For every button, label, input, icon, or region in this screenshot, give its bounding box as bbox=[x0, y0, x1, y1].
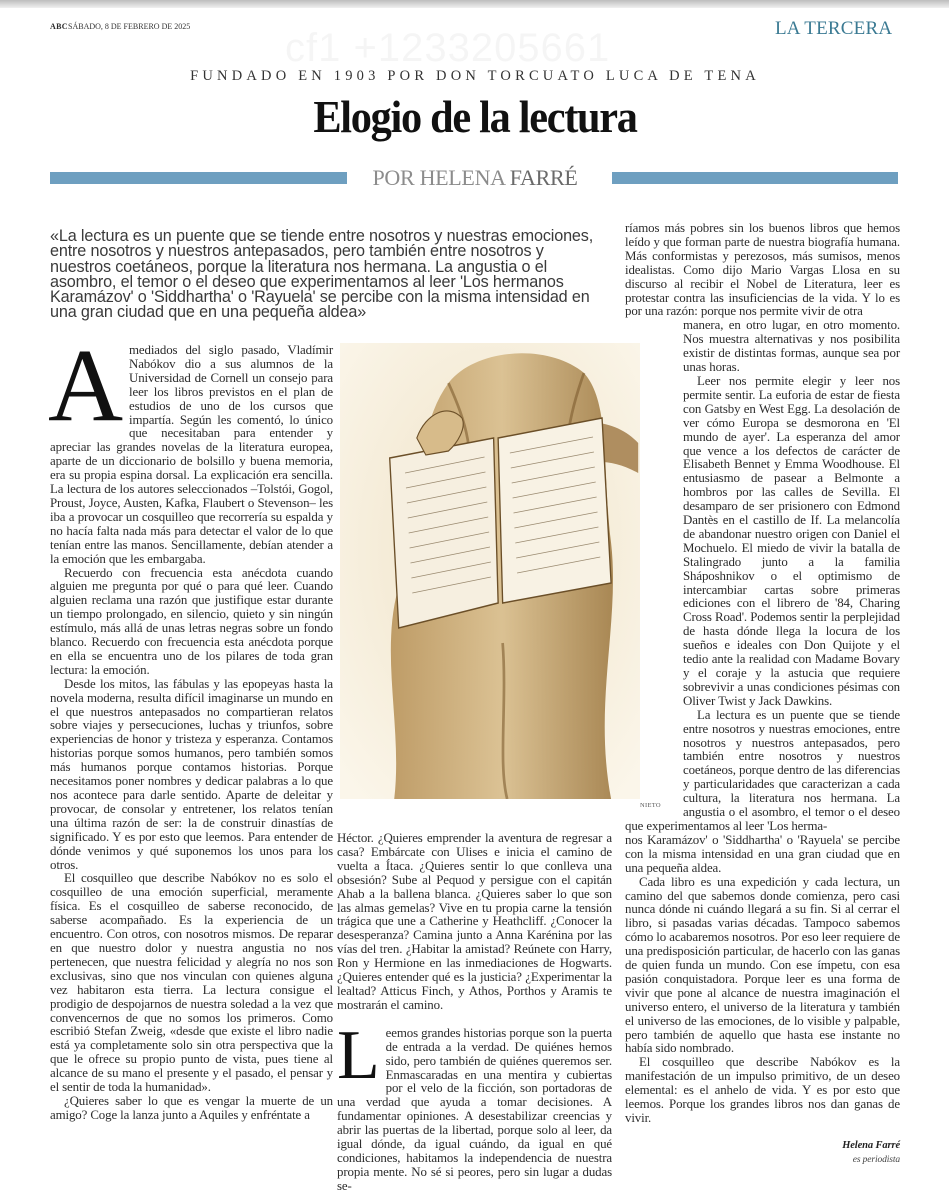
byline bbox=[350, 165, 600, 191]
founded-tagline: FUNDADO EN 1903 POR DON TORCUATO LUCA DE TENA bbox=[190, 68, 760, 84]
masthead: ABC bbox=[50, 22, 68, 31]
paragraph: La lectura es un puente que se tiende entre nosotros y nuestras emociones, entre nosotros y nuestros antepasados, pero también entre nosotros y nuestros coetáneos, porque dentro de las diferencias y particularidades que caracterizan a cada cultura, la literatura nos hermana. La angustia o el asombro, el temor o el deseo que experimentamos al leer 'Los herma- bbox=[625, 707, 900, 833]
author-signature bbox=[625, 1140, 900, 1166]
drop-cap: L bbox=[337, 1016, 380, 1094]
paragraph-text: mediados del siglo pasado, Vladímir Nabókov dio a sus alumnos de la Universidad de Cornell un consejo para leer los libros previstos en el plan de estudios de uno de los cursos que impartía. Según les comentó, lo único que necesitaban para entender y apreciar las grandes novelas de la literatura europea, aparte de un diccionario de bolsillo y buena memoria, era su propia espina dorsal. La explicación era sencilla. La lectura de los autores seleccionados –Tolstói, Gogol, Proust, Joyce, Austen, Kafka, Flaubert o Stevenson– les iba a provocar un cosquilleo que recorrería su espalda y no hacía falta nada más para detectar el valor de lo que tenían entre las manos. Sencillamente, debían atender a la emoción que les embargaba. bbox=[50, 343, 333, 566]
paragraph: ¿Quieres saber lo que es vengar la muerte de un amigo? Coge la lanza junto a Aquiles y enfréntate a bbox=[50, 1093, 333, 1122]
author-name: Helena Farré bbox=[842, 1139, 900, 1151]
left-column bbox=[48, 328, 333, 1123]
issue-date: SÁBADO, 8 DE FEBRERO DE 2025 bbox=[68, 22, 191, 31]
byline-prefix: POR HELENA bbox=[372, 165, 510, 190]
image-wrap-spacer bbox=[625, 327, 683, 815]
top-border bbox=[0, 0, 949, 8]
author-role: es periodista bbox=[852, 1154, 900, 1165]
paragraph bbox=[337, 1016, 612, 1194]
paragraph: El cosquilleo que describe Nabókov no es solo el cosquilleo de una emoción superficial, meramente física. Es el cosquilleo de saberse reconocido, de saberse acompañado. Es la experiencia de un encuentro. Con otros, con nosotros mismos. De reparar en que nuestro dolor y nuestra angustia no nos pertenecen, que nuestra felicidad y alegría no nos son exclusivas, sino que nos vinculan con quienes alguna vez habitaron esta tierra. La lectura consigue el prodigio de despojarnos de nuestra soledad a la vez que convencernos de que no somos los primeros. Como escribió Stefan Zweig, «desde que existe el libro nadie está ya completamente solo sin otra perspectiva que la que le ofrece su propio punto de vista, pues tiene al alcance de su mano el presente y el pasado, el pensar y el sentir de toda la humanidad». bbox=[50, 871, 333, 1095]
paragraph: Héctor. ¿Quieres emprender la aventura de regresar a casa? Embárcate con Ulises e inicia el camino de vuelta a Ítaca. ¿Quieres sentir lo que conlleva una obsesión? Sube al Pequod y persigue con el capitán Ahab a la ballena blanca. ¿Quieres saber lo que son las almas gemelas? Vive en tu propia carne la tensión trágica que une a Catherine y Heathcliff. ¿Conocer la desesperanza? Camina junto a Anna Karénina por las vías del tren. ¿Habitar la amistad? Reúnete con Harry, Ron y Hermione en las inmediaciones de Hogwarts. ¿Quieres entender qué es la justicia? ¿Experimentar la lealtad? Atticus Finch, y Athos, Porthos y Aramis te mostrarán el camino. bbox=[337, 831, 612, 1012]
article-title: Elogio de la lectura bbox=[313, 91, 637, 142]
byline-bar-left bbox=[50, 172, 347, 184]
paragraph: El cosquilleo que describe Nabókov es la manifestación de un impulso primitivo, de un deseo elemental: es el anhelo de vida. Y es por esto que leemos. Porque los grandes libros nos dan ganas de vivir. bbox=[625, 1055, 900, 1125]
right-column bbox=[625, 222, 900, 1166]
reading-illustration bbox=[340, 343, 640, 799]
paragraph: ríamos más pobres sin los buenos libros que hemos leído y que forman parte de nuestra biografía humana. Más conformistas y perezosos, más sumisos, menos idealistas. Como dijo Mario Vargas Llosa en su discurso al recibir el Nobel de Literatura, leer es protestar contra las insuficiencias de la vida. Y lo es por una razón: porque nos permite vivir de otra bbox=[625, 221, 900, 319]
section-label: LA TERCERA bbox=[775, 18, 893, 39]
intro-quote: «La lectura es un puente que se tiende entre nosotros y nuestras emociones, entre nosotros y nuestros antepasados, pero también entre nosotros y nuestros coetáneos, porque la literatura nos hermana. La angustia o el asombro, el temor o el deseo que experimentamos al leer 'Los hermanos Karamázov' o 'Siddhartha' o 'Rayuela' se percibe con la misma intensidad en una gran ciudad que en una pequeña aldea» bbox=[50, 227, 594, 322]
paragraph: Leer nos permite elegir y leer nos permite sentir. La euforia de estar de fiesta con Gatsby en West Egg. La desolación de ver cómo Europa se desmorona en 'El mundo de ayer'. La esperanza del amor que vence a los defectos de carácter de Elisabeth Bennet y Emma Woodhouse. El entusiasmo de pasear a Belmonte a hombros por las calles de Sevilla. El desamparo de ser prisionero con Edmond Dantès en el castillo de If. La melancolía de abandonar nuestro origen con Daniel el Mochuelo. El miedo de vivir la batalla de Stalingrado junto a la familia Sháposhnikov o el optimismo de intercambiar cartas sobre primeras ediciones con el librero de '84, Charing Cross Road'. Podemos sentir la perplejidad de hasta dónde llega la locura de los sueños e ideales con Don Quijote y el tedio ante la realidad con Madame Bovary y el coraje y la astucia que requiere sobrevivir a unas condiciones pésimas con Oliver Twist y Jack Dawkins. bbox=[683, 373, 900, 708]
middle-column bbox=[337, 832, 612, 1194]
illustration-credit: NIETO bbox=[640, 802, 661, 809]
paragraph: manera, en otro lugar, en otro momento. Nos muestra alternativas y nos posibilita existir de distintas formas, aunque sea por unas horas. bbox=[683, 318, 900, 375]
byline-bar-right bbox=[612, 172, 898, 184]
paragraph-text: eemos grandes historias porque son la puerta de entrada a la verdad. De quiénes hemos sido, pero también de quiénes queremos ser. Enmascaradas en una mentira y cubiertas por el velo de la ficción, son portadoras de una verdad que ayuda a tomar decisiones. A fundamentar opiniones. A desestabilizar creencias y abrir las puertas de la libertad, porque solo al leer, da igual dónde, da igual cuándo, da igual en qué condiciones, habitamos la independencia de nuestra propia mente. No sé si peores, pero sin lugar a dudas se- bbox=[337, 1025, 612, 1193]
paragraph: nos Karamázov' o 'Siddhartha' o 'Rayuela' se percibe con la misma intensidad en una gran ciudad que en una pequeña aldea. bbox=[625, 832, 900, 875]
paragraph bbox=[48, 328, 333, 567]
drop-cap: A bbox=[48, 328, 123, 443]
paragraph: Desde los mitos, las fábulas y las epopeyas hasta la novela moderna, resulta difícil imaginarse un mundo en el que nuestros antepasados no compartieran relatos sobre viajes y persecuciones, luchas y triunfos, sobre experiencias de honor y tristeza y esperanza. Contamos historias porque somos humanos, pero también somos más humanos porque contamos historias. Porque necesitamos poner nombres y dedicar palabras a lo que nos acontece para darle sentido. Aparte de deleitar y provocar, de consolar y entretener, los relatos tenían una última razón de ser: la de construir dinastías de significado. Y es por esto que leemos. Para entender de dónde venimos y qué suponemos los unos para los otros. bbox=[50, 676, 333, 872]
byline-name: FARRÉ bbox=[509, 165, 578, 190]
paragraph: Recuerdo con frecuencia esta anécdota cuando alguien me pregunta por qué o para qué leer. Cuando alguien reclama una razón que justifique estar durante un tiempo prolongado, en silencio, quieto y sin ningún estímulo, más allá de unas letras negras sobre un fondo blanco. Recuerdo con frecuencia esta anécdota porque en ella se encuentra uno de los pilares de toda gran lectura: la emoción. bbox=[50, 565, 333, 677]
watermark bbox=[285, 26, 610, 71]
paragraph: Cada libro es una expedición y cada lectura, un camino del que sabemos donde comienza, pero casi nunca dónde ni cuándo llegará a su fin. Si al cerrar el libro, si pasadas varias décadas. Tampoco sabemos cómo lo acabaremos nosotros. Por eso leer requiere de una predisposición particular, de hacerlo con las ganas de quien funda un mundo. Con ese ímpetu, con esa pasión conquistadora. Porque leer es una forma de vivir que pone al alcance de nuestra imaginación el universo entero, el universo de la literatura y también el universo de las emociones, de lo visible y palpable, pero también de aquello que hasta ese instante no había sido nombrado. bbox=[625, 874, 900, 1056]
